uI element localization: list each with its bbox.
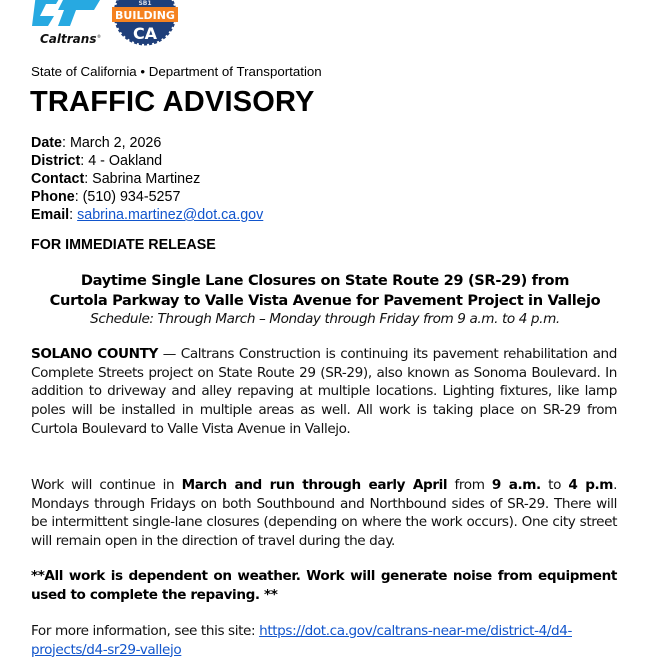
intro-text: — Caltrans Construction is continuing its pavement rehabilitation and Complete Streets project on State Route 29 (SR-29), also known as Sonoma Boulevard. In addition to driveway and alley repaving at multiple locations. Lighting fixtures, like lamp poles will be installed in multiple areas as well. All work is taking place on SR-29 from Curtola Boulevard to Valle Vista Avenue in Vallejo. [31, 346, 617, 437]
release-label: FOR IMMEDIATE RELEASE [31, 237, 216, 253]
caltrans-t-shape [58, 0, 100, 26]
schedule-text-1: Work will continue in [31, 477, 182, 493]
caltrans-logo [30, 0, 106, 50]
phone-value: : (510) 934-5257 [74, 189, 181, 205]
schedule-text-3: to [540, 477, 569, 493]
schedule-subtitle: Schedule: Through March – Monday through Friday from 9 a.m. to 4 p.m. [90, 311, 560, 327]
more-info-text: For more information, see this site: [31, 623, 260, 639]
schedule-text-2: from [447, 477, 492, 493]
caltrans-c-shape [32, 0, 62, 26]
registered-mark: ® [97, 34, 101, 39]
page-title: TRAFFIC ADVISORY [30, 86, 315, 118]
weather-notice: **All work is dependent on weather. Work will generate noise from equipment used to complete the repaving. ** [31, 568, 617, 603]
headline-line-1: Daytime Single Lane Closures on State Route 29 (SR-29) from [80, 272, 570, 289]
headline [0, 271, 650, 311]
contact-value: : Sabrina Martinez [84, 171, 201, 187]
caltrans-wordmark: Caltrans [40, 32, 97, 46]
agency-line: State of California • Department of Transportation [31, 64, 322, 79]
email-row [31, 206, 263, 224]
schedule-text-4: . Mondays through Fridays on both Southbound and Northbound sides of SR-29. There will be intermittent single-lane closures (depending on where the work occurs). One city street will remain open in the direction of travel during the day. [31, 477, 617, 550]
headline-line-2: Curtola Parkway to Valle Vista Avenue for Pavement Project in Vallejo [49, 292, 601, 309]
sb1-text: SB1 [138, 0, 152, 7]
phone-row [31, 188, 263, 206]
email-link[interactable]: sabrina.martinez@dot.ca.gov [77, 207, 264, 223]
district-value: : 4 - Oakland [80, 153, 163, 169]
contact-row [31, 170, 263, 188]
contact-info [31, 134, 263, 224]
district-label: District [31, 153, 81, 169]
date-row [31, 134, 263, 152]
dateline: SOLANO COUNTY [31, 346, 158, 362]
paragraph-schedule [31, 476, 617, 551]
email-separator: : [69, 207, 78, 223]
district-row [31, 152, 263, 170]
building-text: BUILDING [115, 9, 175, 22]
schedule-period: March and run through early April [181, 477, 448, 493]
paragraph-more-info [31, 622, 617, 659]
end-time: 4 p.m [568, 477, 614, 493]
building-ca-logo [110, 0, 180, 48]
date-label: Date [31, 135, 62, 151]
project-link[interactable]: https://dot.ca.gov/caltrans-near-me/district-4/d4-projects/d4-sr29-vallejo [31, 623, 572, 658]
contact-label: Contact [31, 171, 85, 187]
date-value: : March 2, 2026 [62, 135, 162, 151]
email-label: Email [31, 207, 70, 223]
start-time: 9 a.m. [491, 477, 541, 493]
paragraph-intro [31, 345, 617, 439]
logo-bar [0, 0, 650, 55]
phone-label: Phone [31, 189, 75, 205]
ca-text: CA [132, 24, 158, 43]
